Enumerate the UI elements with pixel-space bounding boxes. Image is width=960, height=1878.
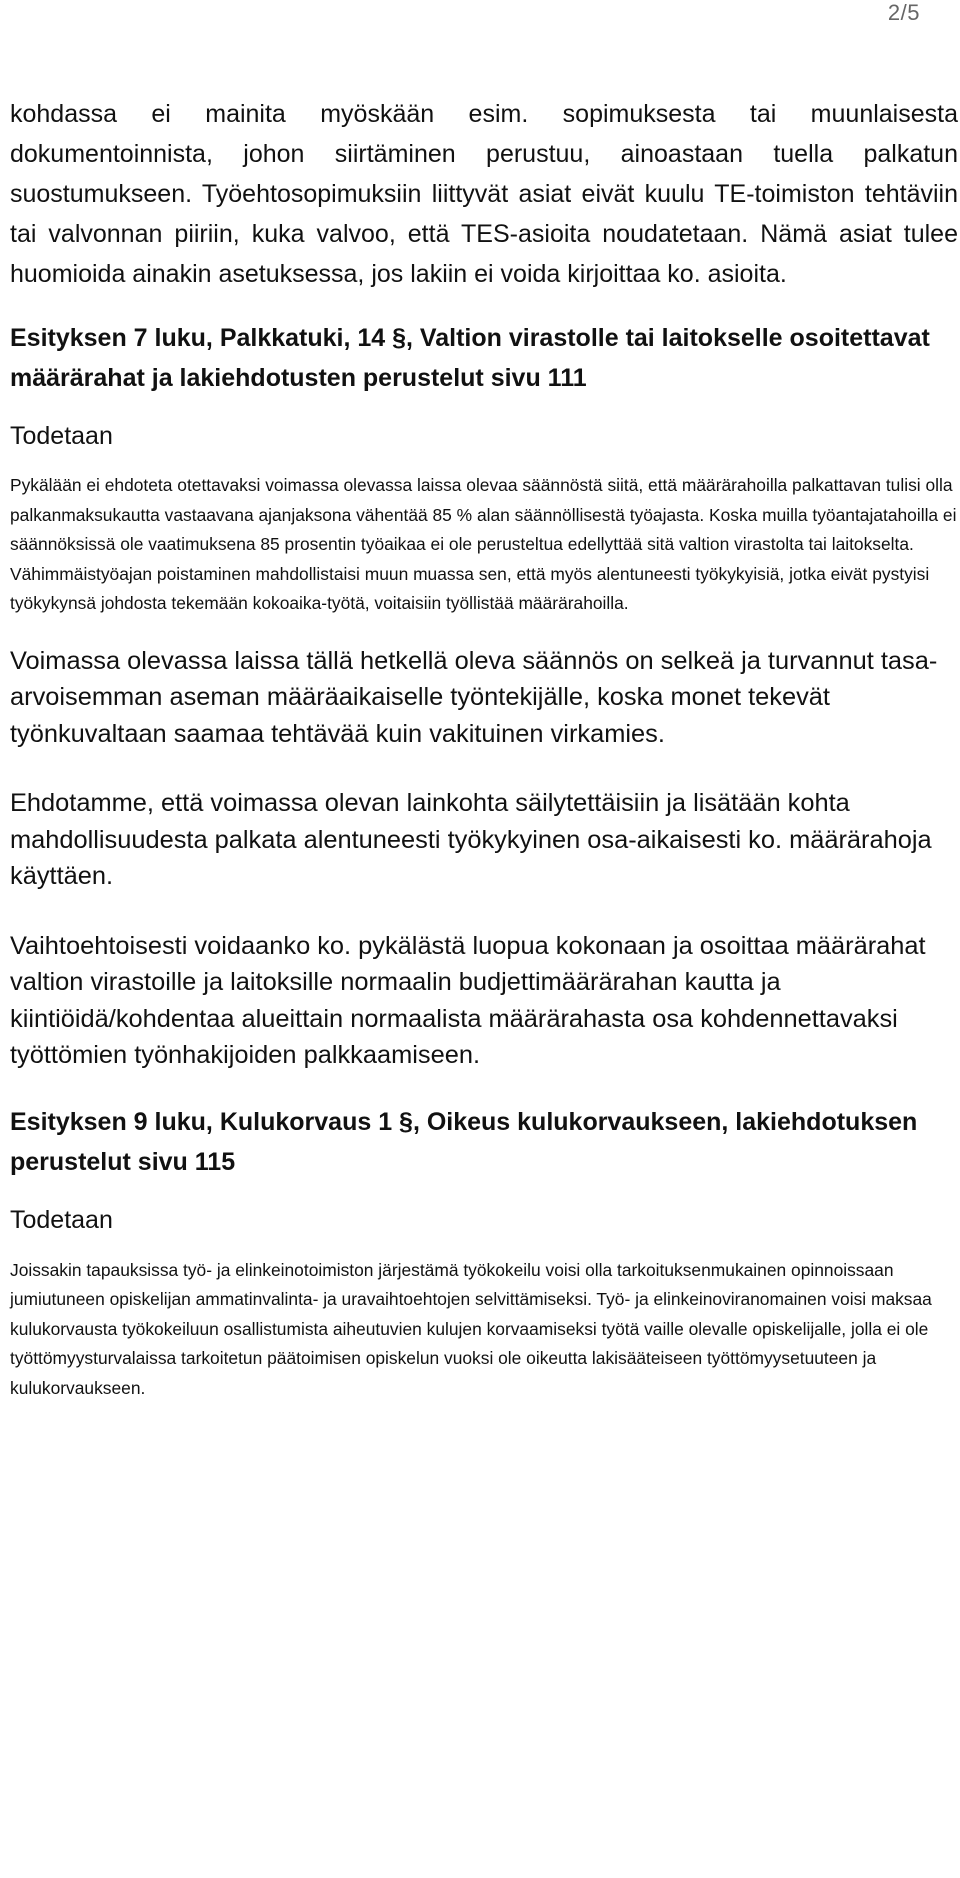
comment-paragraph: Ehdotamme, että voimassa olevan lainkohta säilytettäisiin ja lisätään kohta mahdollisuudesta palkata alentuneesti työkykyinen osa-aikaisesti ko. määrärahoja käyttäen. [10,789,932,890]
section-heading: Esityksen 9 luku, Kulukorvaus 1 §, Oikeus kulukorvaukseen, lakiehdotuksen perustelut sivu 115 [10,1107,918,1176]
comment-paragraph: Vaihtoehtoisesti voidaanko ko. pykälästä luopua kokonaan ja osoittaa määrärahat valtion virastoille ja laitoksille normaalin budjettimäärärahan kautta ja kiintiöidä/kohdentaa alueittain normaalista määrärahasta osa kohdennettavaksi työttömien työnhakijoiden palkkaamiseen. [10,931,926,1069]
section-heading: Esityksen 7 luku, Palkkatuki, 14 §, Valtion virastolle tai laitokselle osoitettavat määrärahat ja lakiehdotusten perustelut sivu 111 [10,324,930,392]
quoted-proposal-text: Joissakin tapauksissa työ- ja elinkeinotoimiston järjestämä työkokeilu voisi olla tarkoituksenmukainen opinnoissaan jumiutuneen opiskelijan ammatinvalinta- ja uravaihtoehtojen selvittämiseksi. Työ- ja elinkeinoviranomainen voisi maksaa kulukorvausta työkokeiluun osallistumista aiheutuvien kulujen korvaamiseksi työtä vaille olevalle opiskelijalle, jolla ei ole työttömyysturvalaissa tarkoitetun päätoimisen opiskelun vuoksi ole oikeutta lakisääteiseen työttömyysetuuteen ja kulukorvaukseen. [10,1259,932,1398]
todetaan-label: Todetaan [10,1205,113,1234]
intro-paragraph: kohdassa ei mainita myöskään esim. sopimuksesta tai muunlaisesta dokumentoinnista, johon siirtäminen perustuu, ainoastaan tuella palkatun suostumukseen. Työehtosopimuksiin liittyvät asiat eivät kuulu TE-toimiston tehtäviin tai valvonnan piiriin, kuka valvoo, että TES-asioita noudatetaan. Nämä asiat tulee huomioida ainakin asetuksessa, jos lakiin ei voida kirjoittaa ko. asioita. [10,100,958,288]
document-body [10,94,958,1403]
page-number: 2/5 [887,0,920,25]
todetaan-label: Todetaan [10,422,113,450]
comment-paragraph: Voimassa olevassa laissa tällä hetkellä oleva säännös on selkeä ja turvannut tasa-arvoisemman aseman määräaikaiselle työntekijälle, koska monet tekevät työnkuvaltaan saamaa tehtävää kuin vakituinen virkamies. [10,646,938,748]
quoted-proposal-text: Pykälään ei ehdoteta otettavaksi voimassa olevassa laissa olevaa säännöstä siitä, että määrärahoilla palkattavan tulisi olla palkanmaksukautta vastaavana ajanjaksona vähentää 85 % alan säännöllisestä työajasta. Koska muilla työantajatahoilla ei säännöksissä ole vaatimuksena 85 prosentin työaikaa ei ole perusteltua edellyttää sitä valtion virastolta tai laitokselta. Vähimmäistyöajan poistaminen mahdollistaisi muun muassa sen, että myös alentuneesti työkykyisiä, jotka eivät pystyisi työkykynsä johdosta tekemään kokoaika-työtä, voitaisiin työllistää määrärahoilla. [10,475,957,613]
